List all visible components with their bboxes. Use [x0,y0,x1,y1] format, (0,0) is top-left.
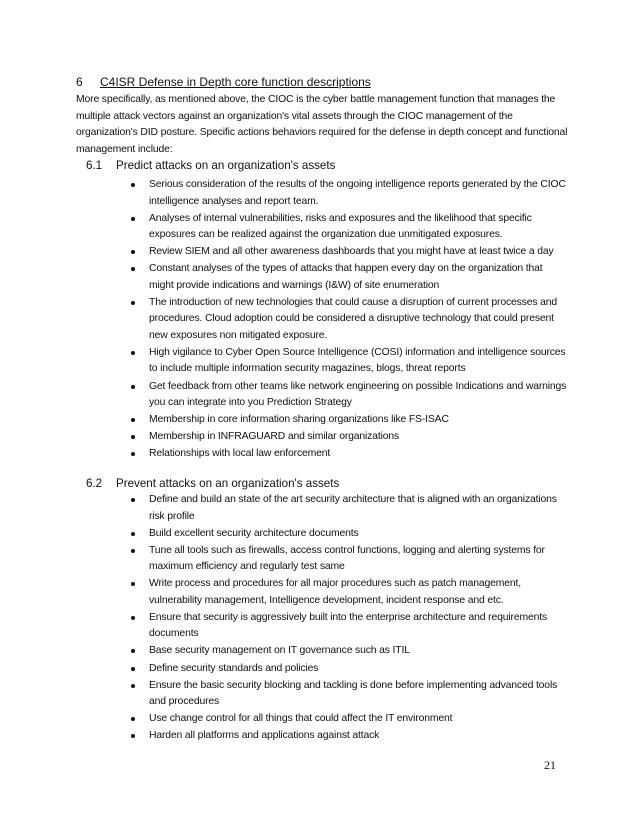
bullet-icon [131,435,135,439]
bullet-icon [131,667,135,671]
bullet-icon [131,351,135,355]
bullet-icon [131,717,135,721]
bullet-icon [131,418,135,422]
list-item: Get feedback from other teams like network engineering on possible Indications and warnings you can integrate into you Prediction Strategy [0,379,569,412]
list-item: Use change control for all things that could affect the IT environment [0,711,569,728]
list-item: Tune all tools such as firewalls, access control functions, logging and alerting systems for maximum efficiency and regularly test same [0,543,569,576]
bullet-icon [131,616,135,620]
bullet-icon [131,301,135,305]
subsection-heading-predict [86,158,335,174]
bullet-icon [131,684,135,688]
subsection-title: Predict attacks on an organization's assets [116,159,336,172]
subsection-number: 6.1 [86,159,103,172]
list-item: Ensure that security is aggressively built into the enterprise architecture and requirements documents [0,610,569,643]
bullet-icon [131,498,135,502]
section-number: 6 [76,75,83,89]
prevent-bullet-list [0,492,569,745]
bullet-icon [131,217,135,221]
list-item: Membership in core information sharing organizations like FS-ISAC [0,412,569,429]
page-number: 21 [544,758,556,772]
bullet-icon [131,452,135,456]
list-item: Harden all platforms and applications against attack [0,728,569,745]
list-item: Membership in INFRAGUARD and similar organizations [0,429,569,446]
list-item: Ensure the basic security blocking and tackling is done before implementing advanced tools and procedures [0,678,569,711]
subsection-heading-prevent [86,476,339,492]
subsection-number: 6.2 [86,477,103,490]
list-item: Serious consideration of the results of the ongoing intelligence reports generated by the CIOC intelligence analyses and report team. [0,177,569,210]
predict-bullet-list [0,177,569,463]
list-item: Review SIEM and all other awareness dashboards that you might have at least twice a day [0,244,569,261]
list-item: High vigilance to Cyber Open Source Intelligence (COSI) information and intelligence sources to include multiple information security magazines, blogs, threat reports [0,345,569,378]
bullet-icon [131,250,135,254]
section-title: C4ISR Defense in Depth core function descriptions [100,75,371,89]
list-item: Relationships with local law enforcement [0,446,569,463]
list-item: Base security management on IT governance such as ITIL [0,643,569,660]
list-item: Define and build an state of the art security architecture that is aligned with an organizations risk profile [0,492,569,525]
list-item: The introduction of new technologies that could cause a disruption of current processes and procedures. Cloud adoption could be considered a disruptive technology that could present new exposures non mitigated exposure. [0,295,569,345]
bullet-icon [131,385,135,389]
list-item: Build excellent security architecture documents [0,526,569,543]
section-intro-paragraph: More specifically, as mentioned above, the CIOC is the cyber battle management function that manages the multiple attack vectors against an organization's vital assets through the CIOC management of the organization's DID posture. Specific actions behaviors required for the defense in depth concept and functional management include: [76,94,568,155]
subsection-title: Prevent attacks on an organization's assets [116,477,340,490]
list-item: Define security standards and policies [0,661,569,678]
bullet-icon [131,549,135,553]
bullet-icon [131,734,135,738]
list-item: Constant analyses of the types of attacks that happen every day on the organization that might provide indications and warnings (I&W) of site enumeration [0,261,569,294]
list-item: Analyses of internal vulnerabilities, risks and exposures and the likelihood that specific exposures can be realized against the organization due unmitigated exposures. [0,211,569,244]
bullet-icon [131,183,135,187]
list-item: Write process and procedures for all major procedures such as patch management, vulnerability management, Intelligence development, incident response and etc. [0,576,569,609]
bullet-icon [131,267,135,271]
bullet-icon [131,649,135,653]
bullet-icon [131,582,135,586]
bullet-icon [131,532,135,536]
section-heading [76,74,371,90]
